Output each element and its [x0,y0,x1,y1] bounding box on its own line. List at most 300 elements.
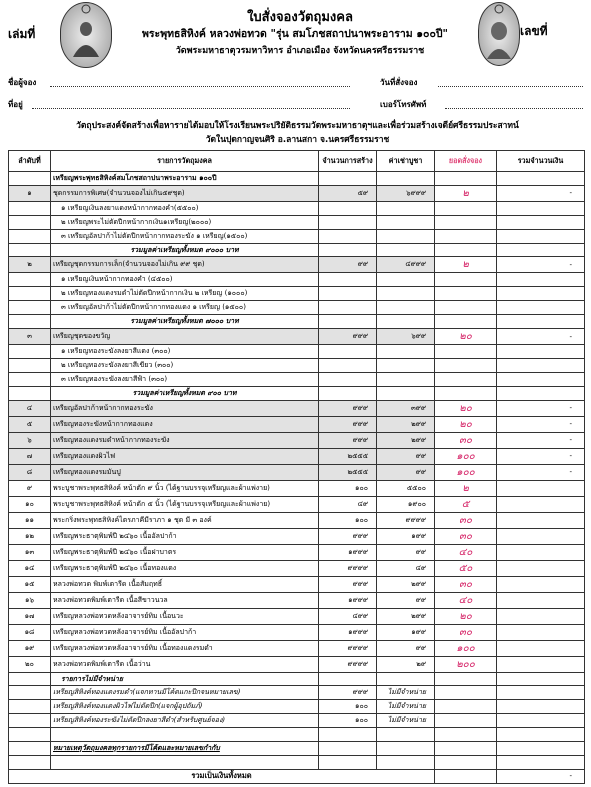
row-order-input[interactable]: ๒ [435,480,497,496]
grand-total-label: รวมเป็นเงินทั้งหมด [9,769,435,783]
row-price [377,728,435,742]
row-order-input[interactable]: ๔๐ [435,544,497,560]
row-number: ๒๐ [9,656,51,672]
row-price: ๙๙ [377,464,435,480]
row-total [497,592,585,608]
row-price [377,172,435,186]
row-price: ๙๙ [377,544,435,560]
row-price [377,358,435,372]
header-qty: จำนวนการสร้าง [319,151,377,172]
row-number [9,273,51,287]
row-total [497,672,585,686]
row-price [377,372,435,386]
row-order-input[interactable] [435,686,497,700]
row-total [497,608,585,624]
row-total [497,287,585,301]
row-order-input[interactable] [435,301,497,315]
row-quantity: ๒๕๕๕ [319,464,377,480]
name-field[interactable] [50,86,350,87]
row-order-input[interactable] [435,345,497,359]
row-item-name: เหรียญหลวงพ่อทวดหลังอาจารย์ทิม เนื้อทองแดงรมดำ [51,640,319,656]
row-total [497,496,585,512]
row-order-input[interactable]: ๒๐๐ [435,656,497,672]
purpose-line-1: วัตถุประสงค์จัดสร้างเพื่อหารายได้มอบให้โรงเรียนพระปริยัติธรรมวัดพระมหาธาตุฯและเพื่อร่วมสร้างเจดีย์ศรีธรรมประสาทน์ [76,121,519,131]
row-quantity [319,273,377,287]
row-total [497,624,585,640]
row-item-name: ๒ เหรียญทองแดงรมดำไม่ตัดปีกหน้ากากเงิน ๒ เหรียญ (๑๐๐๐) [51,287,319,301]
table-row [9,386,585,400]
table-row [9,201,585,215]
row-number: ๑๖ [9,592,51,608]
row-total: - [497,432,585,448]
row-quantity [319,172,377,186]
monk-coin-image [478,2,520,66]
header-item: รายการวัตถุมงคล [51,151,319,172]
row-total [497,358,585,372]
table-row [9,544,585,560]
row-number: ๙ [9,480,51,496]
table-row [9,640,585,656]
row-quantity: ๙๙๙ [319,329,377,345]
row-total [497,315,585,329]
row-order-input[interactable]: ๓๐ [435,528,497,544]
row-item-name: รวมมูลค่าเหรียญทั้งหมด ๙๐๐ บาท [51,386,319,400]
row-price [377,386,435,400]
row-item-name: เหรียญพระพุทธสิหิงค์สมโภชสถาปนาพระอาราม ๑๐๐ปี [51,172,319,186]
row-price: ไม่มีจำหน่าย [377,686,435,700]
row-number [9,700,51,714]
row-item-name: เหรียญทองแดงรมดำหน้ากากทองระฆัง [51,432,319,448]
row-order-input[interactable] [435,714,497,728]
row-number [9,372,51,386]
row-price [377,345,435,359]
row-item-name: หลวงพ่อทวดพิมพ์เตารีด เนื้อว่าน [51,656,319,672]
row-quantity [319,301,377,315]
row-quantity: ๙๙๙๙ [319,560,377,576]
row-price: ๒๙๙ [377,576,435,592]
row-quantity: ๙๙๙ [319,576,377,592]
row-price: ๓๙๙ [377,400,435,416]
row-total: - [497,185,585,201]
row-order-input[interactable]: ๑๐๐ [435,640,497,656]
row-item-name: เหรียญทองแดงผิวไฟ [51,448,319,464]
row-item-name [51,728,319,742]
row-number [9,755,51,769]
row-quantity: ๑๐๐ [319,714,377,728]
row-price [377,301,435,315]
phone-field[interactable] [445,108,583,109]
table-row [9,576,585,592]
row-number: ๑๔ [9,560,51,576]
row-total [497,700,585,714]
row-item-name: หลวงพ่อทวดพิมพ์เตารีด เนื้อสีขาวนวล [51,592,319,608]
row-price [377,273,435,287]
row-item-name: เหรียญชุดของขวัญ [51,329,319,345]
row-item-name: เหรียญพระธาตุพิมพ์ปี ๒๔๖๐ เนื้อทองแดง [51,560,319,576]
row-order-input[interactable]: ๒๐ [435,416,497,432]
row-total [497,215,585,229]
row-number: ๖ [9,432,51,448]
row-item-name: ชุดกรรมการพิเศษ(จำนวนจองไม่เกิน๕๙ชุด) [51,185,319,201]
row-order-input[interactable] [435,273,497,287]
row-price [377,201,435,215]
table-row [9,464,585,480]
table-row [9,229,585,243]
row-total [497,229,585,243]
table-row [9,512,585,528]
row-number: ๘ [9,464,51,480]
header-price: ค่าเช่าบูชา [377,151,435,172]
table-row [9,592,585,608]
row-price: ๒๙ [377,656,435,672]
row-order-input[interactable] [435,358,497,372]
row-price: ๖๙๙๙ [377,185,435,201]
row-quantity [319,386,377,400]
table-row [9,755,585,769]
row-item-name: หลวงพ่อทวด พิมพ์เตารีด เนื้อสัมฤทธิ์ [51,576,319,592]
row-number: ๒ [9,257,51,273]
row-order-input[interactable] [435,372,497,386]
row-total [497,560,585,576]
row-price: ๒๙๙ [377,432,435,448]
table-row [9,358,585,372]
row-price: ๑๙๙ [377,624,435,640]
grand-total-order-cell [435,769,497,783]
row-item-name: ๓ เหรียญทองระฆังลงยาสีฟ้า (๓๐๐) [51,372,319,386]
row-total: - [497,257,585,273]
row-total [497,512,585,528]
row-number [9,728,51,742]
row-quantity: ๙๙๙ [319,686,377,700]
row-quantity: ๔๙๙ [319,608,377,624]
table-row [9,416,585,432]
row-order-input[interactable] [435,215,497,229]
table-row [9,528,585,544]
row-quantity: ๙๙๙ [319,432,377,448]
row-order-input[interactable]: ๒ [435,257,497,273]
document-number-label: เลขที่ [520,24,548,38]
row-price: ๑๙๙ [377,528,435,544]
row-quantity [319,672,377,686]
row-price: ๕๕๐๐ [377,480,435,496]
table-row [9,700,585,714]
date-field[interactable] [438,86,583,87]
table-row [9,301,585,315]
row-price: ๒๙๙ [377,416,435,432]
row-price: ๙๙๙๙ [377,512,435,528]
row-order-input[interactable]: ๑๐๐ [435,448,497,464]
row-total [497,528,585,544]
row-order-input[interactable]: ๓๐ [435,512,497,528]
row-quantity: ๑๙๙๙ [319,624,377,640]
row-item-name: ๓ เหรียญอัลปาก้าไม่ตัดปีกหน้ากากทองระฆัง ๑ เหรียญ(๑๕๐๐) [51,229,319,243]
header-order: ยอดสั่งจอง [435,151,497,172]
row-order-input[interactable] [435,315,497,329]
table-row [9,686,585,700]
row-quantity: ๔๙ [319,496,377,512]
row-number: ๑๓ [9,544,51,560]
row-quantity: ๙๙ [319,257,377,273]
row-total [497,742,585,756]
row-price: ๔๙๙๙ [377,257,435,273]
row-order-input[interactable]: ๒ [435,185,497,201]
table-row [9,480,585,496]
table-row [9,172,585,186]
row-total: - [497,416,585,432]
row-quantity: ๙๙๙๙ [319,656,377,672]
table-row [9,624,585,640]
address-field[interactable] [32,108,350,109]
order-table [8,150,585,784]
row-item-name: ๓ เหรียญอัลปาก้าไม่ตัดปีกหน้ากากทองแดง ๑ เหรียญ (๑๕๐๐) [51,301,319,315]
row-item-name: เหรียญสิหิงค์ทองระฆังไม่ตัดปีกลงยาสีดำ(สำหรับศูนย์จอง) [51,714,319,728]
row-total [497,386,585,400]
row-item-name: พระบูชาพระพุทธสิหิงค์ หน้าตัก ๕ นิ้ว (ได้ฐานบรรจุเหรียญและผ้าแพ่งาย) [51,496,319,512]
table-row [9,315,585,329]
row-quantity [319,229,377,243]
row-number: ๑๐ [9,496,51,512]
row-item-name: พระกริ่งพระพุทธสิหิงค์ไตรภาคีมีราภา ๑ ชุด มี ๓ องค์ [51,512,319,528]
row-item-name: รวมมูลค่าเหรียญทั้งหมด ๙๐๐๐ บาท [51,243,319,257]
row-order-input[interactable]: ๒๐ [435,608,497,624]
row-item-name: รายการไม่มีจำหน่าย [51,672,319,686]
purpose-line-2: วัดในปุดกาญจนศิริ อ.ลานสกา จ.นครศรีธรรมราช [205,135,390,145]
table-row [9,185,585,201]
row-price: ไม่มีจำหน่าย [377,700,435,714]
row-quantity [319,287,377,301]
row-item-name: รวมมูลค่าเหรียญทั้งหมด ๗๐๐๐ บาท [51,315,319,329]
row-total [497,576,585,592]
row-number: ๑๒ [9,528,51,544]
document-title: ใบสั่งจองวัตถุมงคล [247,10,353,25]
row-total [497,273,585,287]
row-price: ๖๙๙ [377,329,435,345]
table-row [9,496,585,512]
row-quantity: ๙๙๙ [319,416,377,432]
row-number [9,201,51,215]
row-total: - [497,448,585,464]
row-number [9,243,51,257]
row-quantity: ๑๐๐ [319,480,377,496]
row-total [497,201,585,215]
row-quantity: ๒๕๕๕ [319,448,377,464]
row-total: - [497,400,585,416]
row-item-name: เหรียญสิหิงค์ทองแดงผิวไฟไม่ตัดปีก(แจกผู้อุปถัมภ์) [51,700,319,714]
row-total [497,172,585,186]
row-number [9,672,51,686]
row-item-name [51,755,319,769]
row-quantity [319,243,377,257]
row-quantity: ๑๙๙๙ [319,544,377,560]
row-quantity [319,358,377,372]
row-order-input[interactable] [435,386,497,400]
buddha-coin-image [60,2,112,68]
row-price: ๙๙ [377,592,435,608]
row-item-name: เหรียญสิหิงค์ทองแดงรมดำ(แจกทานมีโค้ดแกะปีกจนหมายเลข) [51,686,319,700]
row-item-name: เหรียญทองแดงรมมันปู [51,464,319,480]
row-order-input[interactable] [435,728,497,742]
row-total [497,243,585,257]
row-price: ๔๙ [377,560,435,576]
table-row [9,448,585,464]
row-quantity: ๙๙๙ [319,400,377,416]
table-row [9,432,585,448]
row-quantity [319,215,377,229]
row-order-input[interactable]: ๓๐ [435,624,497,640]
table-row [9,672,585,686]
row-quantity [319,201,377,215]
row-item-name: ๑ เหรียญเงินหน้ากากทองคำ (๔๕๐๐) [51,273,319,287]
table-row [9,215,585,229]
row-item-name: ๑ เหรียญทองระฆังลงยาสีแดง (๓๐๐) [51,345,319,359]
table-row [9,287,585,301]
row-order-input[interactable]: ๒๐ [435,329,497,345]
row-number: ๑๑ [9,512,51,528]
row-order-input[interactable]: ๓๐ [435,576,497,592]
row-total [497,728,585,742]
row-item-name: ๒ เหรียญทองระฆังลงยาสีเขียว (๓๐๐) [51,358,319,372]
row-order-input[interactable] [435,742,497,756]
row-number: ๗ [9,448,51,464]
row-quantity [319,742,377,756]
row-quantity [319,728,377,742]
row-order-input[interactable] [435,172,497,186]
row-price [377,742,435,756]
row-number: ๑๗ [9,608,51,624]
row-order-input[interactable]: ๓๐ [435,432,497,448]
row-total [497,301,585,315]
row-item-name: เหรียญทองระฆังหน้ากากทองแดง [51,416,319,432]
row-order-input[interactable] [435,243,497,257]
row-item-name: เหรียญพระธาตุพิมพ์ปี ๒๔๖๐ เนื้ออัลปาก้า [51,528,319,544]
row-number [9,714,51,728]
row-total [497,755,585,769]
address-label: ที่อยู่ [8,100,23,109]
row-price [377,229,435,243]
table-header-row [9,151,585,172]
row-number: ๑๕ [9,576,51,592]
row-order-input[interactable]: ๕๐ [435,560,497,576]
table-row [9,345,585,359]
row-item-name: เหรียญหลวงพ่อทวดหลังอาจารย์ทิม เนื้อนวะ [51,608,319,624]
row-total [497,656,585,672]
row-number [9,358,51,372]
row-price [377,755,435,769]
row-item-name: เหรียญหลวงพ่อทวดหลังอาจารย์ทิม เนื้ออัลปาก้า [51,624,319,640]
table-row [9,329,585,345]
row-order-input[interactable]: ๕ [435,496,497,512]
row-order-input[interactable] [435,755,497,769]
row-number [9,686,51,700]
row-quantity: ๑๐๐ [319,700,377,714]
table-row [9,400,585,416]
table-row [9,243,585,257]
table-row [9,372,585,386]
table-row [9,728,585,742]
row-price [377,243,435,257]
row-order-input[interactable]: ๔๐ [435,592,497,608]
row-quantity [319,345,377,359]
row-item-name: หมายเหตุวัตถุมงคลทุกรายการมีโค้ดและหมายเลขกำกับ [51,742,319,756]
table-row [9,608,585,624]
name-label: ชื่อผู้จอง [8,78,37,87]
table-row [9,714,585,728]
row-price: ๒๙๙ [377,608,435,624]
row-total [497,372,585,386]
phone-label: เบอร์โทรศัพท์ [380,100,427,109]
row-order-input[interactable]: ๒๐ [435,400,497,416]
row-number: ๔ [9,400,51,416]
row-order-input[interactable] [435,287,497,301]
row-price [377,287,435,301]
row-quantity: ๑๐๐ [319,512,377,528]
row-total [497,640,585,656]
row-number: ๑ [9,185,51,201]
temple-address: วัดพระมหาธาตุวรมหาวิหาร อำเภอเมือง จังหวัดนครศรีธรรมราช [175,46,425,56]
row-total [497,544,585,560]
row-quantity [319,372,377,386]
row-order-input[interactable] [435,201,497,215]
row-number [9,315,51,329]
row-price: ๙๙ [377,448,435,464]
table-row [9,273,585,287]
row-number [9,172,51,186]
row-order-input[interactable] [435,672,497,686]
book-number-label: เล่มที่ [8,27,36,41]
grand-total-row [9,769,585,783]
table-row [9,742,585,756]
row-quantity: ๙๙๙๙ [319,640,377,656]
row-item-name: เหรียญพระธาตุพิมพ์ปี ๒๔๖๐ เนื้อฝาบาตร [51,544,319,560]
row-order-input[interactable] [435,229,497,243]
row-number [9,742,51,756]
grand-total-value: - [497,769,585,783]
header-total: รวมจำนวนเงิน [497,151,585,172]
table-row [9,257,585,273]
row-quantity: ๙๙๙ [319,528,377,544]
table-row [9,560,585,576]
row-number [9,301,51,315]
header-no: ลำดับที่ [9,151,51,172]
row-total: - [497,464,585,480]
row-number [9,345,51,359]
row-price: ๑๙๐๐ [377,496,435,512]
row-number: ๑๘ [9,624,51,640]
row-number: ๕ [9,416,51,432]
row-total [497,686,585,700]
row-order-input[interactable]: ๑๐๐ [435,464,497,480]
row-quantity: ๑๙๙๙ [319,592,377,608]
row-number: ๑๙ [9,640,51,656]
row-item-name: พระบูชาพระพุทธสิหิงค์ หน้าตัก ๙ นิ้ว (ได้ฐานบรรจุเหรียญและผ้าแพ่งาย) [51,480,319,496]
row-number [9,287,51,301]
row-item-name: เหรียญอัลปาก้าหน้ากากทองระฆัง [51,400,319,416]
row-price [377,672,435,686]
row-total [497,480,585,496]
row-total [497,714,585,728]
date-label: วันที่สั่งจอง [380,78,418,87]
row-item-name: เหรียญชุดกรรมการเล็ก(จำนวนจองไม่เกิน ๙๙ ชุด) [51,257,319,273]
row-price: ๙๙ [377,640,435,656]
row-item-name: ๑ เหรียญเงินลงยาแดงหน้ากากทองคำ(๕๕๐๐) [51,201,319,215]
row-number [9,386,51,400]
row-total [497,345,585,359]
row-quantity: ๕๙ [319,185,377,201]
row-order-input[interactable] [435,700,497,714]
row-number [9,215,51,229]
row-total: - [497,329,585,345]
row-number: ๓ [9,329,51,345]
